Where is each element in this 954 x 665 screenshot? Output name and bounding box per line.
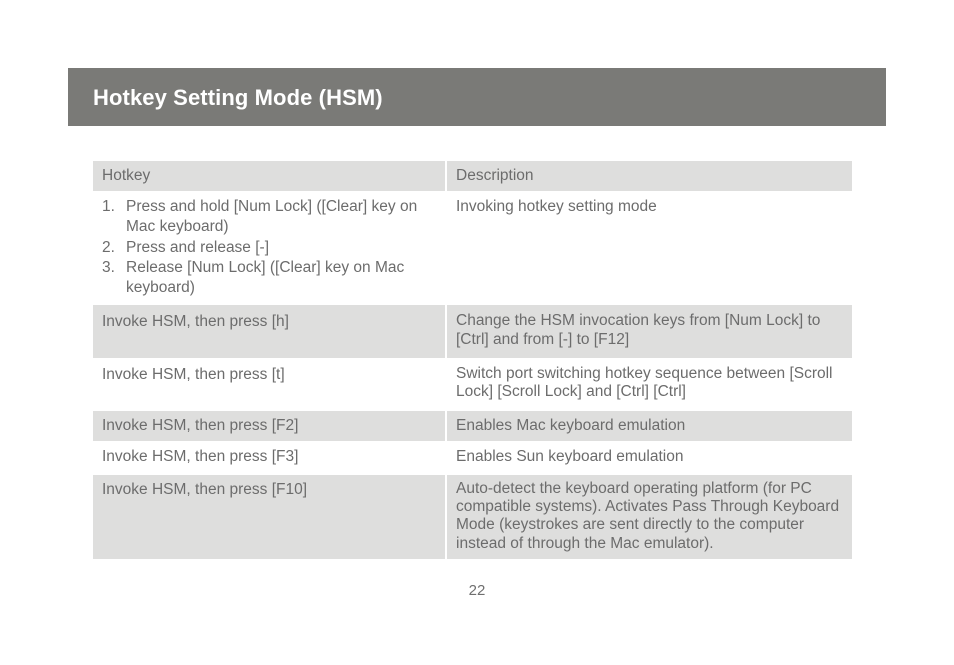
step-number: 2.: [102, 238, 115, 256]
list-item: [102, 197, 436, 238]
description-cell: Enables Mac keyboard emulation: [446, 411, 852, 441]
hotkey-steps-list: [102, 197, 436, 298]
description-cell: [446, 358, 852, 411]
step-text: Press and release [-]: [126, 238, 270, 256]
description-text: Switch port switching hotkey sequence between [Scroll Lock] [Scroll Lock] and [Ctrl] [Ctrl]: [456, 364, 833, 401]
hotkey-table: [93, 161, 852, 559]
column-header-hotkey: Hotkey: [93, 161, 446, 191]
description-cell: [446, 305, 852, 357]
table-row: [93, 411, 852, 441]
table-row: [93, 305, 852, 357]
page-title: Hotkey Setting Mode (HSM): [93, 85, 383, 110]
description-text: Auto-detect the keyboard operating platform (for PC compatible systems). Activates Pass Through Keyboard Mode (keystrokes are sent directly to the computer instead of through the Mac emulator).: [456, 479, 840, 552]
hotkey-cell: Invoke HSM, then press [F2]: [93, 411, 446, 441]
list-item: [102, 258, 436, 299]
hotkey-cell: Invoke HSM, then press [F3]: [93, 441, 446, 475]
table-row: [93, 358, 852, 411]
page-number: 22: [468, 582, 486, 599]
step-text: Release [Num Lock] ([Clear] key on Mac keyboard): [126, 258, 405, 297]
column-header-description: Description: [446, 161, 852, 191]
hotkey-cell: Invoke HSM, then press [t]: [93, 358, 446, 411]
step-number: 1.: [102, 198, 115, 215]
section-header-bar: [68, 68, 886, 126]
step-number: 3.: [102, 258, 115, 276]
hotkey-cell: Invoke HSM, then press [F10]: [93, 475, 446, 559]
step-text: Press and hold [Num Lock] ([Clear] key on Mac keyboard): [126, 198, 418, 236]
list-item: [102, 238, 436, 258]
hotkey-cell: [93, 191, 446, 305]
hotkey-cell: Invoke HSM, then press [h]: [93, 305, 446, 357]
description-text: Change the HSM invocation keys from [Num Lock] to [Ctrl] and from [-] to [F12]: [456, 312, 821, 348]
description-cell: Enables Sun keyboard emulation: [446, 441, 852, 475]
description-cell: [446, 475, 852, 559]
table-header-row: [93, 161, 852, 191]
table-row: [93, 191, 852, 305]
table-row: [93, 441, 852, 475]
description-cell: Invoking hotkey setting mode: [446, 191, 852, 305]
table-row: [93, 475, 852, 559]
